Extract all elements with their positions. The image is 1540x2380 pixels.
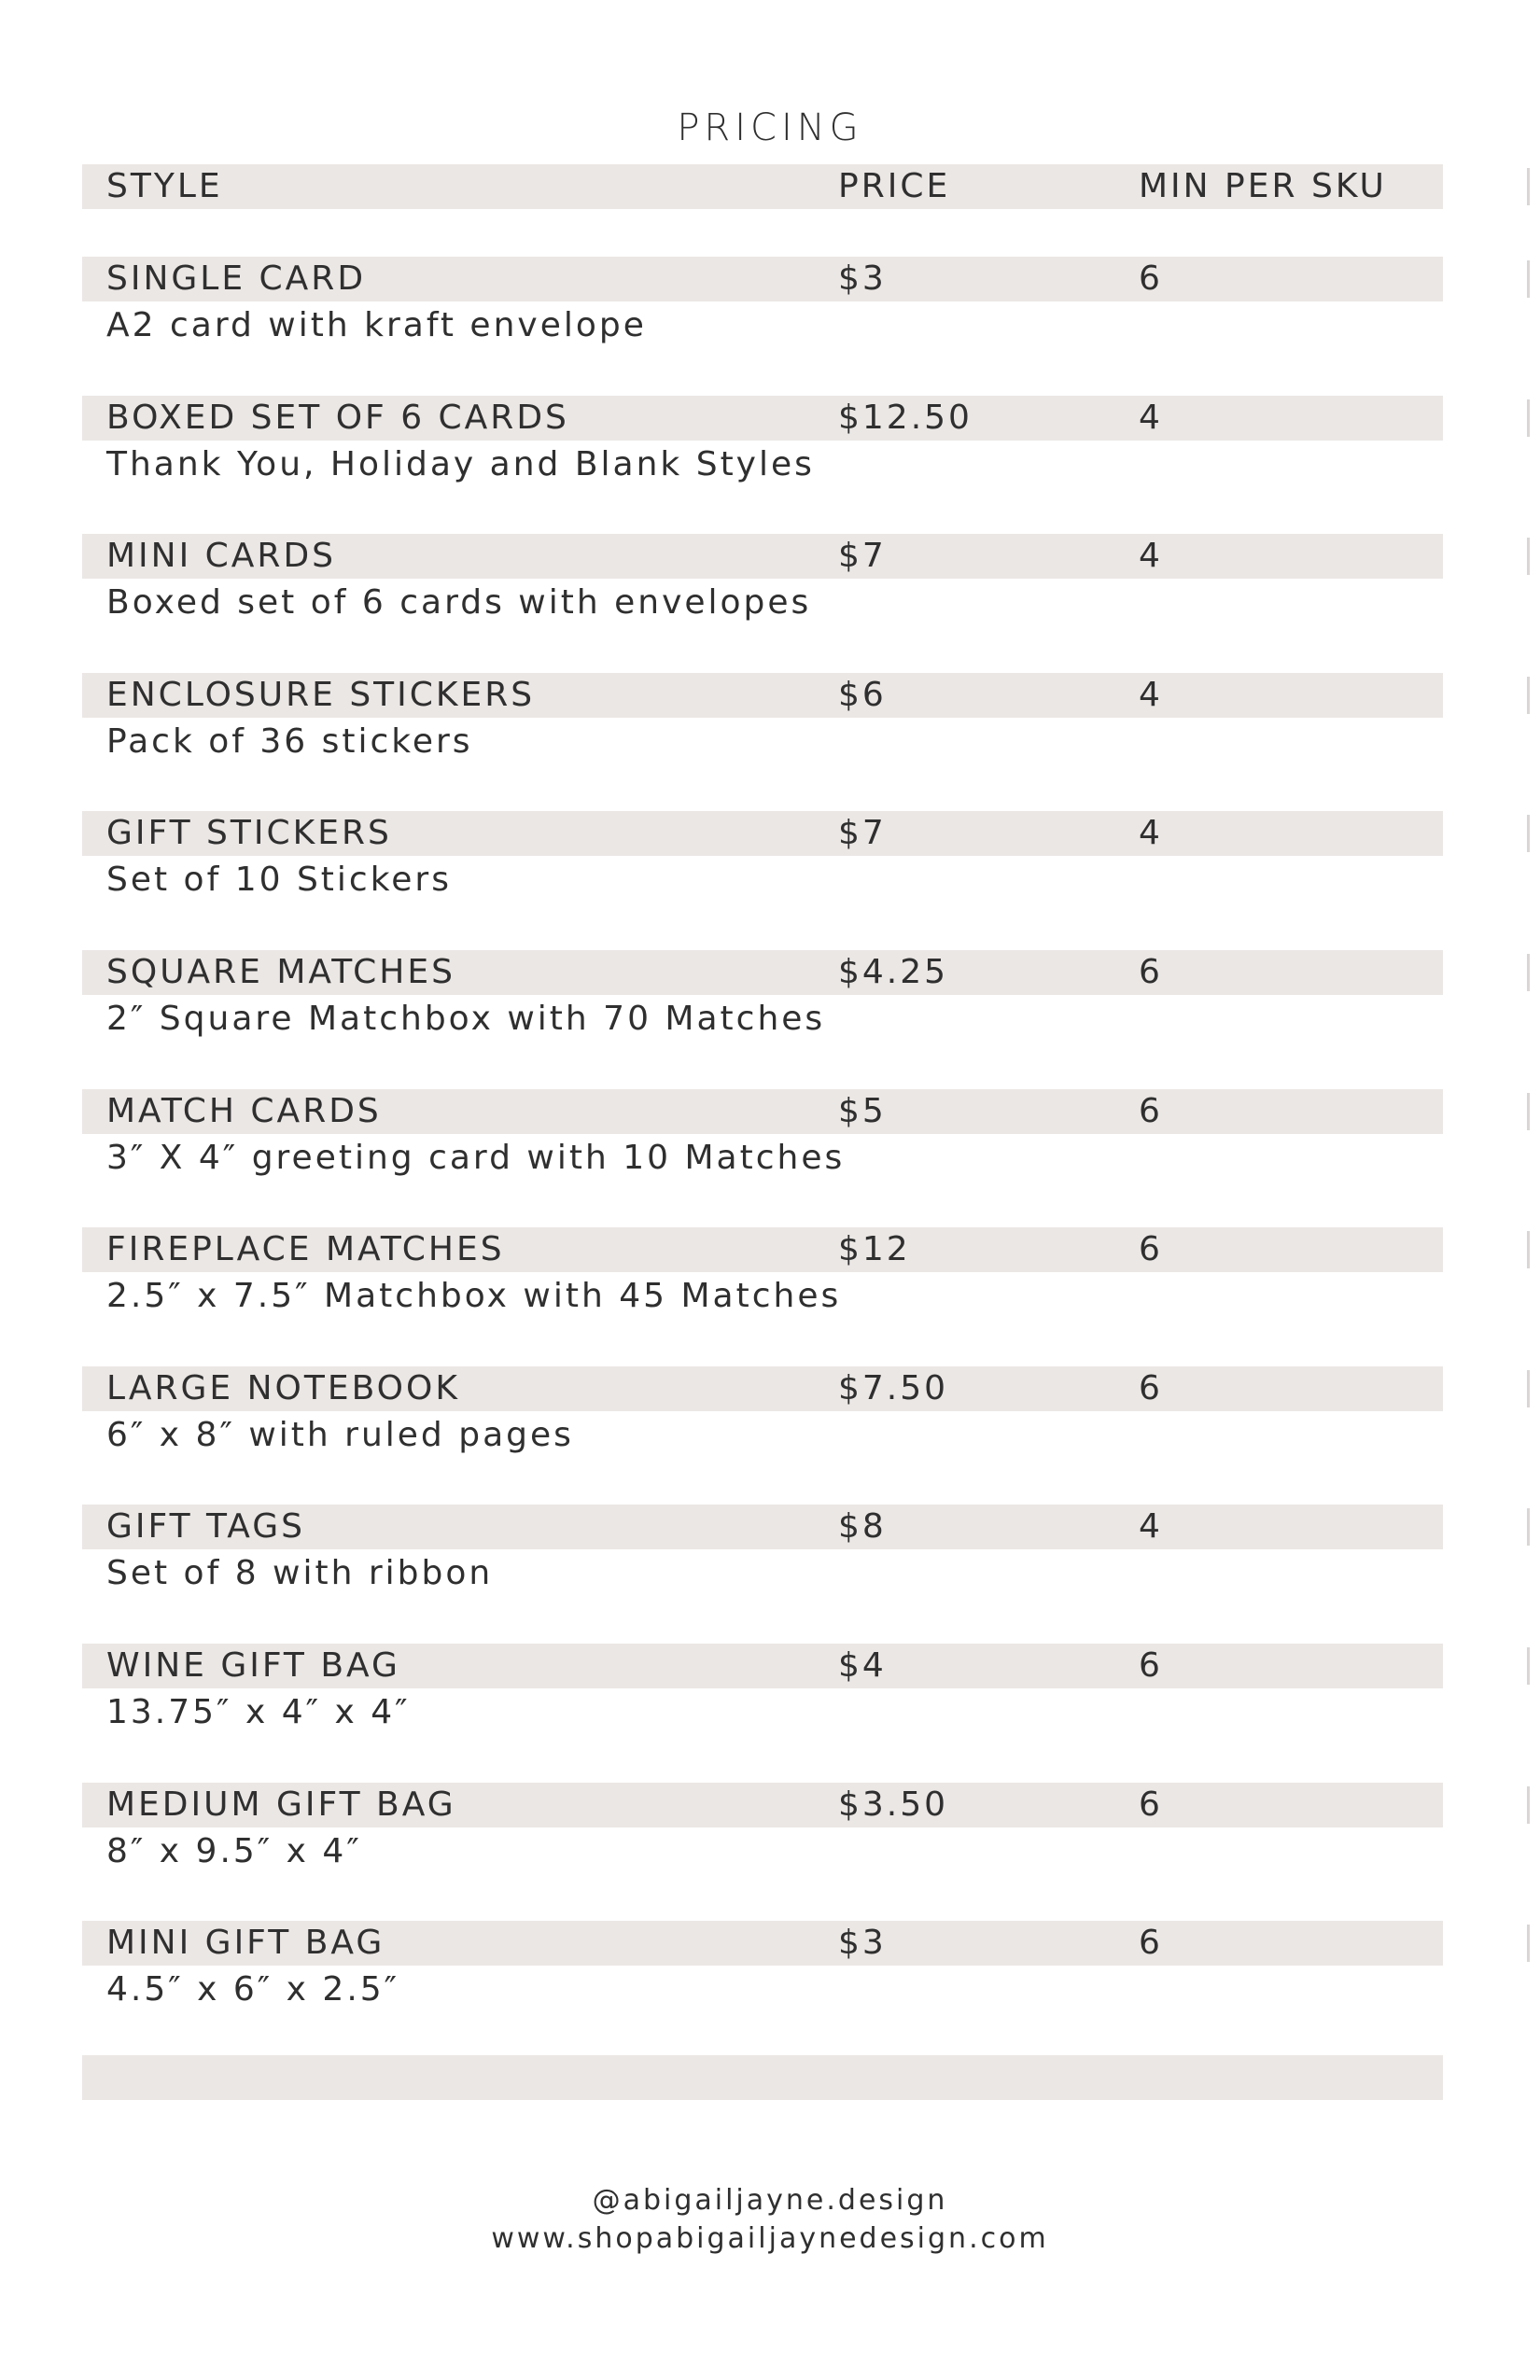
instagram-handle: @abigailjayne.design xyxy=(592,2184,948,2217)
table-end-band xyxy=(82,2055,1443,2100)
header-price: PRICE xyxy=(838,167,951,205)
item-description: A2 card with kraft envelope xyxy=(106,306,647,344)
item-min-per-sku: 4 xyxy=(1139,1507,1163,1546)
edge-tick xyxy=(1527,815,1530,852)
item-min-per-sku: 6 xyxy=(1139,1785,1163,1824)
item-price: $3 xyxy=(838,259,887,298)
item-price: $12 xyxy=(838,1230,911,1268)
edge-tick xyxy=(1527,954,1530,991)
item-min-per-sku: 6 xyxy=(1139,1092,1163,1130)
website-url: www.shopabigailjaynedesign.com xyxy=(491,2222,1049,2255)
item-description: Set of 8 with ribbon xyxy=(106,1554,494,1592)
edge-tick xyxy=(1527,1786,1530,1824)
item-description: 13.75″ x 4″ x 4″ xyxy=(106,1693,411,1731)
item-description: 8″ x 9.5″ x 4″ xyxy=(106,1832,362,1870)
edge-tick xyxy=(1527,168,1530,205)
item-price: $7 xyxy=(838,814,887,852)
item-price: $3.50 xyxy=(838,1785,949,1824)
edge-tick xyxy=(1527,1093,1530,1130)
item-price: $5 xyxy=(838,1092,887,1130)
edge-tick xyxy=(1527,1925,1530,1962)
item-name: FIREPLACE MATCHES xyxy=(106,1230,505,1268)
item-min-per-sku: 6 xyxy=(1139,1230,1163,1268)
edge-tick xyxy=(1527,1647,1530,1685)
item-name: MEDIUM GIFT BAG xyxy=(106,1785,456,1824)
item-price: $12.50 xyxy=(838,399,973,437)
item-name: MATCH CARDS xyxy=(106,1092,382,1130)
item-price: $6 xyxy=(838,676,887,714)
item-min-per-sku: 6 xyxy=(1139,1924,1163,1962)
edge-tick xyxy=(1527,1231,1530,1268)
item-min-per-sku: 4 xyxy=(1139,537,1163,575)
item-price: $4 xyxy=(838,1646,887,1685)
edge-tick xyxy=(1527,1508,1530,1546)
item-min-per-sku: 4 xyxy=(1139,676,1163,714)
item-description: Set of 10 Stickers xyxy=(106,861,452,899)
item-price: $4.25 xyxy=(838,953,949,991)
item-description: 6″ x 8″ with ruled pages xyxy=(106,1416,574,1454)
header-min-per-sku: MIN PER SKU xyxy=(1139,167,1387,205)
item-description: Thank You, Holiday and Blank Styles xyxy=(106,445,815,483)
item-description: 4.5″ x 6″ x 2.5″ xyxy=(106,1970,400,2009)
edge-tick xyxy=(1527,260,1530,298)
edge-tick xyxy=(1527,399,1530,437)
item-name: GIFT STICKERS xyxy=(106,814,392,852)
item-min-per-sku: 4 xyxy=(1139,814,1163,852)
edge-tick xyxy=(1527,538,1530,575)
item-name: SINGLE CARD xyxy=(106,259,367,298)
item-min-per-sku: 6 xyxy=(1139,1646,1163,1685)
item-description: 2″ Square Matchbox with 70 Matches xyxy=(106,1000,826,1038)
item-description: 3″ X 4″ greeting card with 10 Matches xyxy=(106,1139,846,1177)
item-description: Pack of 36 stickers xyxy=(106,722,473,761)
edge-tick xyxy=(1527,1370,1530,1407)
item-price: $7.50 xyxy=(838,1369,949,1407)
item-min-per-sku: 6 xyxy=(1139,953,1163,991)
item-description: 2.5″ x 7.5″ Matchbox with 45 Matches xyxy=(106,1277,842,1315)
item-min-per-sku: 6 xyxy=(1139,259,1163,298)
item-price: $8 xyxy=(838,1507,887,1546)
item-description: Boxed set of 6 cards with envelopes xyxy=(106,583,812,622)
item-price: $3 xyxy=(838,1924,887,1962)
item-name: SQUARE MATCHES xyxy=(106,953,455,991)
item-min-per-sku: 6 xyxy=(1139,1369,1163,1407)
item-name: BOXED SET OF 6 CARDS xyxy=(106,399,569,437)
item-name: WINE GIFT BAG xyxy=(106,1646,400,1685)
item-name: GIFT TAGS xyxy=(106,1507,305,1546)
item-name: MINI CARDS xyxy=(106,537,337,575)
item-name: ENCLOSURE STICKERS xyxy=(106,676,536,714)
item-min-per-sku: 4 xyxy=(1139,399,1163,437)
header-style: STYLE xyxy=(106,167,223,205)
page-title: PRICING xyxy=(677,106,863,149)
item-name: MINI GIFT BAG xyxy=(106,1924,385,1962)
edge-tick xyxy=(1527,677,1530,714)
item-name: LARGE NOTEBOOK xyxy=(106,1369,460,1407)
item-price: $7 xyxy=(838,537,887,575)
